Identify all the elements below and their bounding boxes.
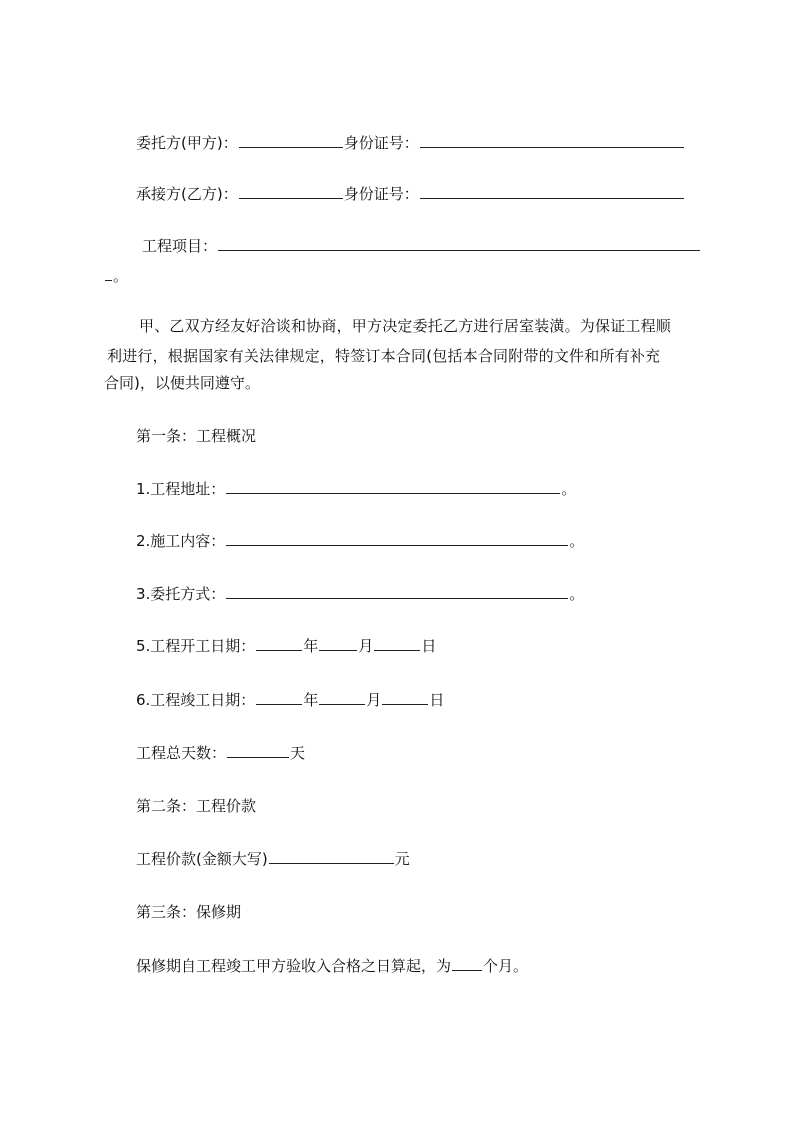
label: 5.工程开工日期： <box>136 637 256 655</box>
period: 。 <box>561 480 577 498</box>
start-year-blank[interactable] <box>256 636 302 651</box>
party-b-name-blank[interactable] <box>239 184 343 199</box>
label: 6.工程竣工日期： <box>136 691 256 709</box>
address-blank[interactable] <box>226 479 560 494</box>
start-day-blank[interactable] <box>374 636 420 651</box>
project-line-end <box>104 266 128 286</box>
label: 1.工程地址： <box>136 480 226 498</box>
intro-line: 利进行，根据国家有关法律规定，特签订本合同(包括本合同附带的文件和所有补充 <box>107 347 661 365</box>
project-line <box>142 236 701 256</box>
start-month-blank[interactable] <box>319 636 357 651</box>
content-line <box>136 531 584 551</box>
label: 日 <box>421 637 437 655</box>
project-blank-cont[interactable] <box>105 266 112 281</box>
intro-line: 合同)，以便共同遵守。 <box>104 374 260 392</box>
method-blank[interactable] <box>226 584 568 599</box>
label: 3.委托方式： <box>136 585 226 603</box>
label: 天 <box>290 744 306 762</box>
label: 工程总天数： <box>136 744 227 762</box>
label: 工程项目： <box>142 237 218 255</box>
label: 年 <box>303 637 319 655</box>
party-a-id-blank[interactable] <box>420 133 684 148</box>
total-days-blank[interactable] <box>227 743 289 758</box>
finish-month-blank[interactable] <box>319 690 365 705</box>
label: 日 <box>429 691 445 709</box>
period: 。 <box>569 532 585 550</box>
label: 承接方(乙方)： <box>136 185 238 203</box>
article3-title: 第三条：保修期 <box>136 903 242 921</box>
price-blank[interactable] <box>269 849 394 864</box>
label: 身份证号： <box>343 185 419 203</box>
label: 工程价款(金额大写) <box>136 850 268 868</box>
label: 身份证号： <box>343 134 419 152</box>
finish-day-blank[interactable] <box>382 690 428 705</box>
start-date-line <box>136 636 436 656</box>
party-b-line <box>136 184 685 204</box>
method-line <box>136 584 584 604</box>
label: 个月。 <box>483 957 529 975</box>
total-days-line <box>136 743 305 763</box>
article2-title: 第二条：工程价款 <box>136 797 257 815</box>
project-blank[interactable] <box>218 236 700 251</box>
intro-line: 甲、乙双方经友好洽谈和协商，甲方决定委托乙方进行居室装潢。为保证工程顺 <box>139 317 672 335</box>
period: 。 <box>113 267 129 285</box>
label: 月 <box>366 691 382 709</box>
party-a-name-blank[interactable] <box>239 133 343 148</box>
content-blank[interactable] <box>226 531 568 546</box>
label: 2.施工内容： <box>136 532 226 550</box>
price-line <box>136 849 410 869</box>
finish-year-blank[interactable] <box>256 690 302 705</box>
party-b-id-blank[interactable] <box>420 184 684 199</box>
label: 年 <box>303 691 319 709</box>
period: 。 <box>569 585 585 603</box>
party-a-line <box>136 133 685 153</box>
article1-title: 第一条：工程概况 <box>136 427 257 445</box>
address-line <box>136 479 576 499</box>
warranty-line <box>136 956 528 976</box>
label: 保修期自工程竣工甲方验收入合格之日算起，为 <box>136 957 452 975</box>
warranty-months-blank[interactable] <box>452 956 482 971</box>
label: 月 <box>358 637 374 655</box>
finish-date-line <box>136 690 444 710</box>
label: 元 <box>394 850 410 868</box>
label: 委托方(甲方)： <box>136 134 238 152</box>
